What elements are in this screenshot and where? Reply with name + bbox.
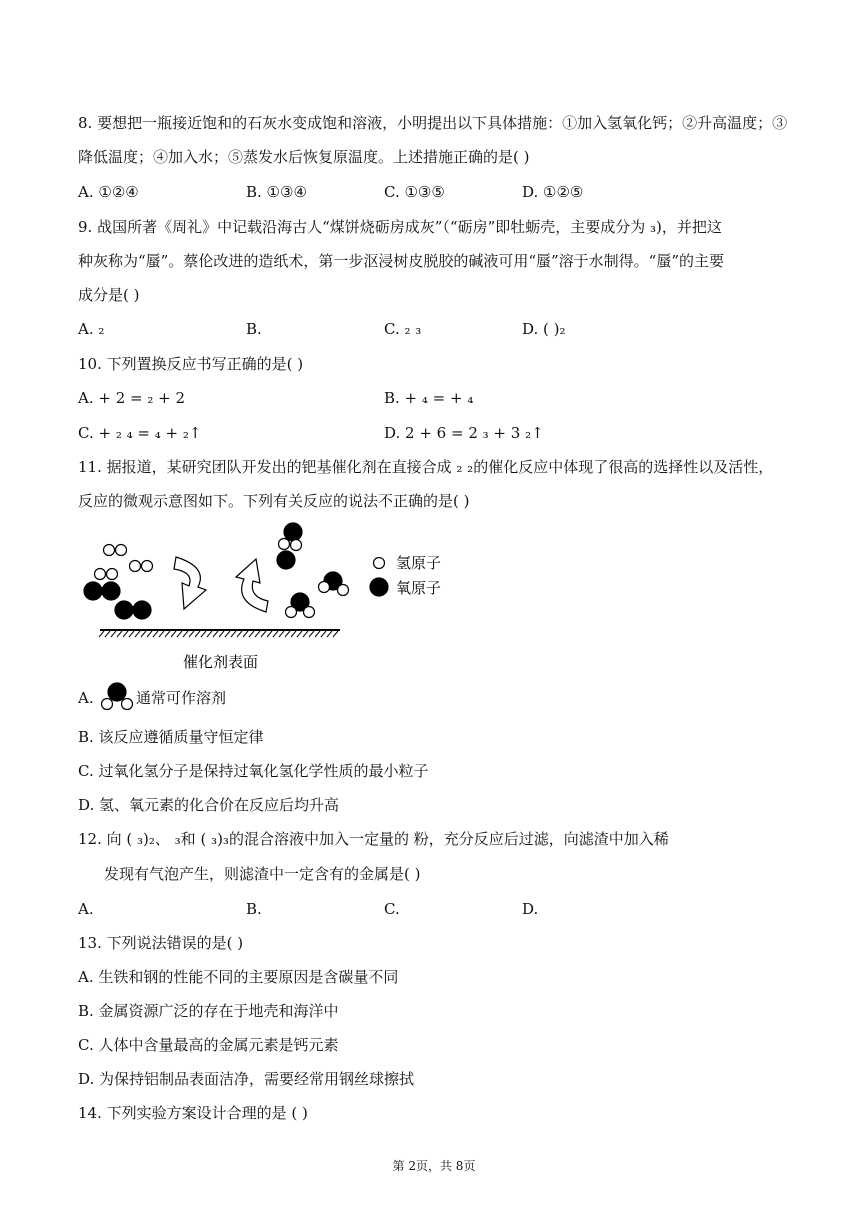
q9-stem-line3: 成分是( ) [78, 286, 140, 304]
hydrogen-atom [338, 585, 349, 596]
legend-oxygen-icon [370, 578, 388, 596]
hydrogen-atom [286, 607, 297, 618]
q11-option-c: C. 过氧化氢分子是保持过氧化氢化学性质的最小粒子 [78, 762, 429, 780]
q13-option-b: B. 金属资源广泛的存在于地壳和海洋中 [78, 1002, 339, 1020]
hydrogen-atom [130, 561, 141, 572]
q13-stem: 13. 下列说法错误的是( ) [78, 934, 244, 952]
q9-option-b: B. [246, 320, 262, 338]
oxygen-atom [102, 582, 120, 600]
hydrogen-atom [107, 569, 118, 580]
q10-option-b: B. + ₄ = + ₄ [384, 389, 474, 407]
q10-stem: 10. 下列置换反应书写正确的是( ) [78, 355, 304, 373]
q11-option-a-text: 通常可作溶剂 [136, 689, 227, 707]
q12-stem-line2: 发现有气泡产生，则滤渣中一定含有的金属是( ) [104, 865, 421, 883]
hydrogen-atom [116, 545, 127, 556]
q9-stem-line1: 9. 战国所著《周礼》中记载沿海古人“煤饼烧砺房成灰”（“砺房”即牡蛎壳，主要成分为 ₃)，并把这 [78, 218, 722, 236]
q8-option-d: D. ①②⑤ [522, 183, 584, 201]
q13-option-d: D. 为保持铝制品表面洁净，需要经常用钢丝球擦拭 [78, 1070, 415, 1088]
hydrogen-atom [304, 607, 315, 618]
q14-stem: 14. 下列实验方案设计合理的是 ( ) [78, 1104, 308, 1122]
hydrogen-atom [319, 582, 330, 593]
hydrogen-atom [291, 540, 302, 551]
q12-option-b: B. [246, 900, 262, 918]
q8-option-a: A. ①②④ [78, 183, 139, 201]
q11-option-d: D. 氢、氧元素的化合价在反应后均升高 [78, 796, 340, 814]
q9-option-c: C. ₂ ₃ [384, 320, 422, 338]
q8-stem-line2: 降低温度；④加入水；⑤蒸发水后恢复原温度。上述措施正确的是( ) [78, 148, 530, 166]
q9-stem-line2: 种灰称为“蜃”。蔡伦改进的造纸术，第一步沤浸树皮脱胶的碱液可用“蜃”溶于水制得。“蜃”的主要 [78, 252, 725, 270]
surface-hatching [99, 631, 338, 637]
q10-option-d: D. 2 + 6 = 2 ₃ + 3 ₂↑ [384, 424, 544, 442]
legend-hydrogen-icon [374, 558, 385, 569]
q11-stem-line2: 反应的微观示意图如下。下列有关反应的说法不正确的是( ) [78, 492, 470, 510]
catalyst-caption: 催化剂表面 [183, 653, 259, 671]
q11-option-a-label: A. [78, 689, 94, 707]
q8-option-b: B. ①③④ [246, 183, 307, 201]
q8-stem-line1: 8. 要想把一瓶接近饱和的石灰水变成饱和溶液，小明提出以下具体措施：①加入氢氧化钙；②升高温度；③ [78, 114, 788, 132]
oxygen-atom [84, 582, 102, 600]
q12-stem-line1: 12. 向 ( ₃)₂、 ₃和 ( ₃)₃的混合溶液中加入一定量的 粉，充分反应后过滤，向滤渣中加入稀 [78, 830, 669, 848]
oxygen-atom [115, 601, 133, 619]
oxygen-atom [133, 601, 151, 619]
q11-stem-line1: 11. 据报道，某研究团队开发出的钯基催化剂在直接合成 ₂ ₂的催化反应中体现了很高的选择性以及活性， [78, 458, 774, 476]
hydrogen-atom [104, 545, 115, 556]
legend-hydrogen-label: 氢原子 [396, 554, 442, 572]
curved-arrow-up-icon [236, 559, 268, 612]
q12-option-a: A. [78, 900, 94, 918]
curved-arrow-down-icon [174, 557, 206, 609]
page-footer: 第 2页，共 8页 [392, 1159, 476, 1173]
q12-option-d: D. [522, 900, 539, 918]
oxygen-atom [277, 551, 295, 569]
q8-option-c: C. ①③⑤ [384, 183, 445, 201]
q13-option-a: A. 生铁和钢的性能不同的主要原因是含碳量不同 [78, 968, 399, 986]
q13-option-c: C. 人体中含量最高的金属元素是钙元素 [78, 1036, 339, 1054]
hydrogen-atom [95, 569, 106, 580]
q9-option-d: D. ( )₂ [522, 320, 566, 338]
hydrogen-atom [142, 561, 153, 572]
q10-option-a: A. + 2 = ₂ + 2 [78, 389, 186, 407]
q11-option-b: B. 该反应遵循质量守恒定律 [78, 728, 264, 746]
hydrogen-atom [279, 539, 290, 550]
q12-option-c: C. [384, 900, 400, 918]
legend-oxygen-label: 氧原子 [396, 579, 442, 597]
oxygen-atom [284, 523, 302, 541]
reaction-diagram [78, 517, 478, 677]
q9-option-a: A. ₂ [78, 320, 105, 338]
q10-option-c: C. + ₂ ₄ = ₄ + ₂↑ [78, 424, 202, 442]
water-molecule-icon [100, 682, 134, 712]
